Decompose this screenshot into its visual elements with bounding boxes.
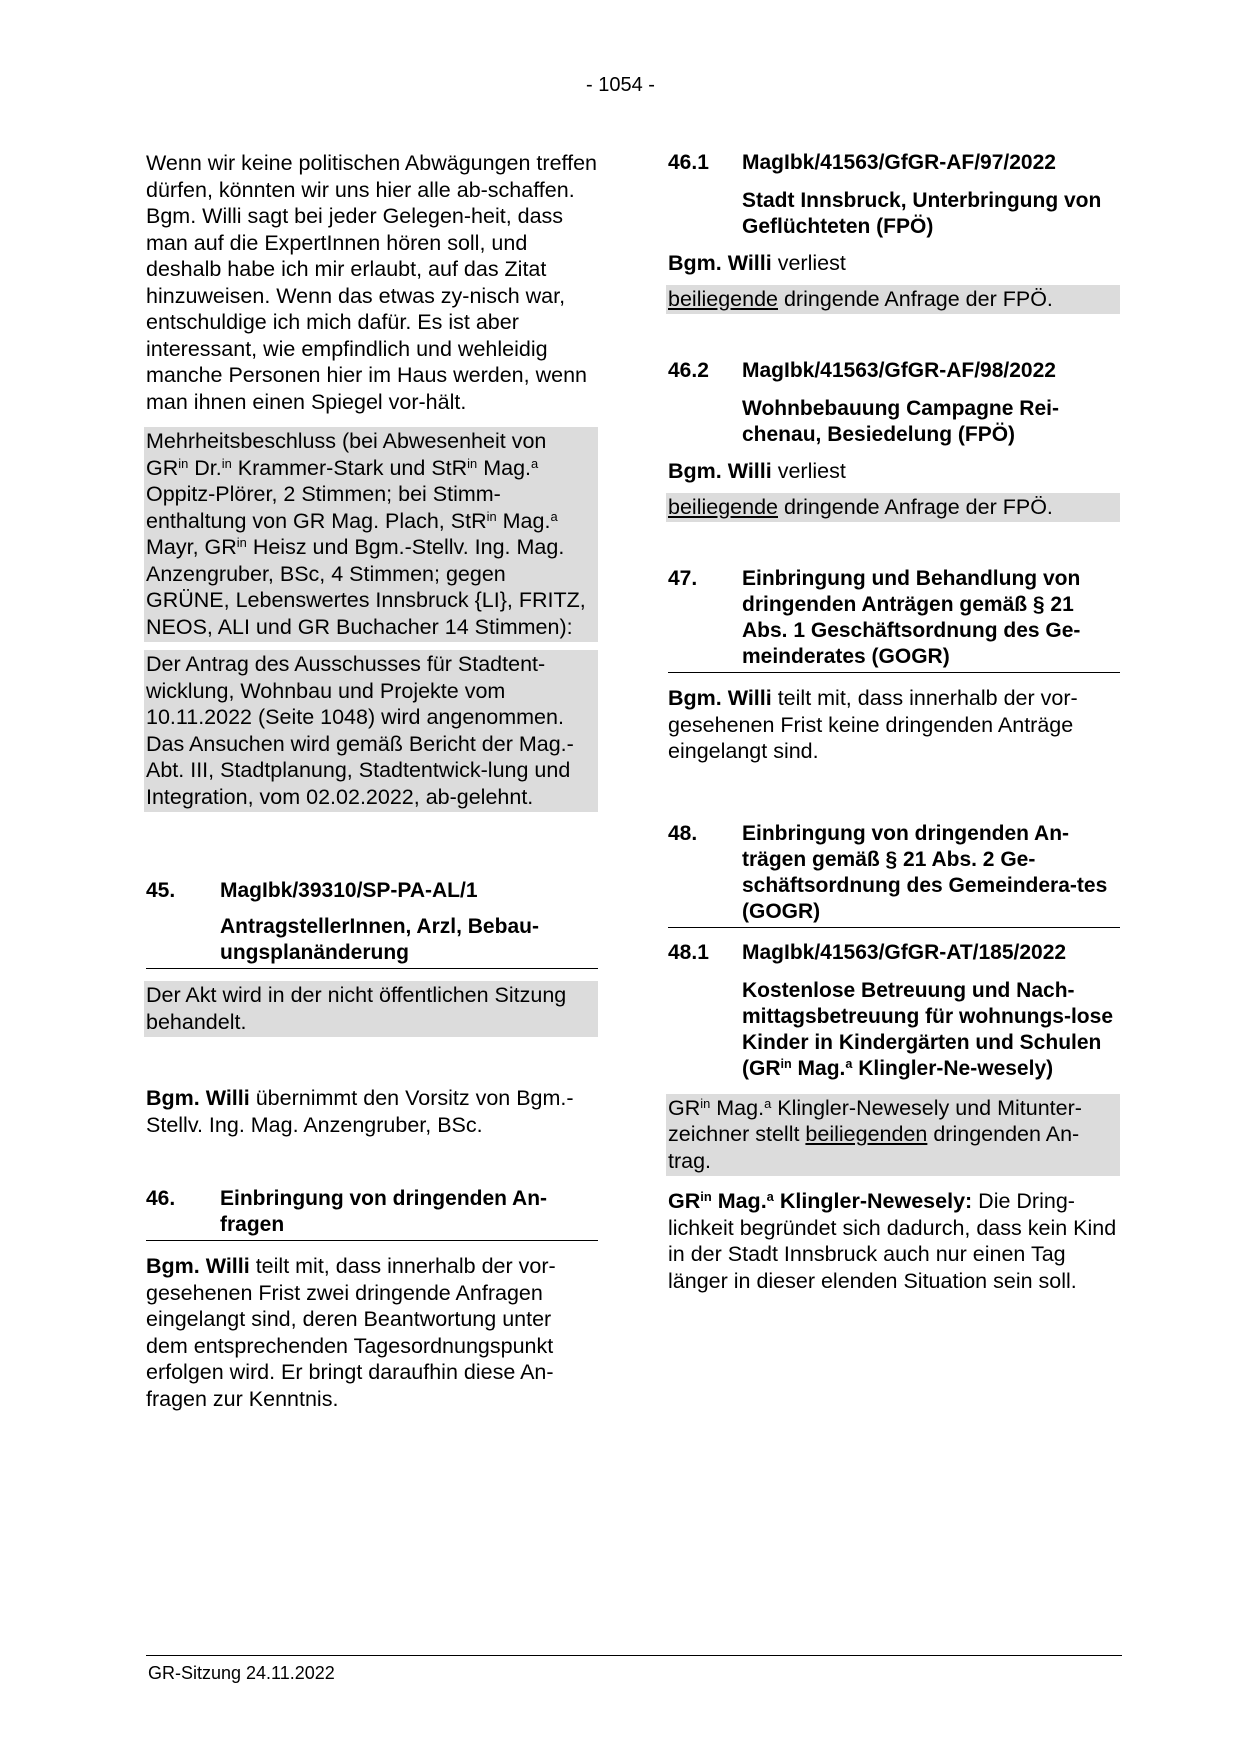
agenda-title: MagIbk/41563/GfGR-AF/97/2022 <box>742 151 1056 174</box>
agenda-subtitle: AntragstellerInnen, Arzl, Bebau-ungsplanänderung <box>146 914 598 969</box>
agenda-number: 48.1 <box>668 940 709 964</box>
agenda-item-47 <box>668 566 1120 673</box>
reading-line: Bgm. Willi verliest <box>668 251 846 275</box>
agenda-title: Einbringung von dringenden An-trägen gemäß § 21 Abs. 2 Ge-schäftsordnung des Gemeindera-tes (GOGR) <box>742 821 1108 923</box>
resolution-vote: Mehrheitsbeschluss (bei Abwesenheit von $GR^{in}$ Dr.$^{in}$ Krammer-Stark und StR$^{in}$ Mag.$^a$ Oppitz-Plörer, 2 Stimmen; bei Stimm-enthaltung von GR Mag. Plach, StR$^{in}$ Mag.$^a$ Mayr, $GR^{in}$ Heisz und Bgm.-Stellv. Ing. Mag. Anzengruber, BSc, 4 Stimmen; gegen GRÜNE, Lebenswertes Innsbruck {LI}, FRITZ, NEOS, ALI und GR Buchacher 14 Stimmen): <box>144 427 598 642</box>
footer-session-date: GR-Sitzung 24.11.2022 <box>148 1663 335 1683</box>
agenda-title: MagIbk/41563/GfGR-AT/185/2022 <box>742 940 1067 964</box>
agenda-item-48 <box>668 821 1120 928</box>
resolution-text: Der Antrag des Ausschusses für Stadtent-wicklung, Wohnbau und Projekte vom 10.11.2022 (Seite 1048) wird angenommen. Das Ansuchen wird gemäß Bericht der Mag.-Abt. III, Stadtplanung, Stadtentwick-lung und Integration, vom 02.02.2022, ab-gelehnt. <box>144 650 598 812</box>
agenda-title: Einbringung von dringenden An-fragen <box>220 1187 548 1236</box>
agenda-title: MagIbk/41563/GfGR-AF/98/2022 <box>742 359 1056 382</box>
agenda-item-46 <box>146 1186 598 1241</box>
page-number: - 1054 - <box>586 74 655 96</box>
right-column <box>668 150 1120 1294</box>
agenda-number: 46. <box>146 1187 176 1210</box>
agenda-number: 46.1 <box>668 151 709 174</box>
urgency-statement: $GR^{in}$ Mag.$^a$ Klingler-Newesely: Die Dring-lichkeit begründet sich dadurch, dass kein Kind in der Stadt Innsbruck auch nur einen Tag länger in dieser elenden Situation sein soll. <box>668 1188 1117 1293</box>
agenda-item-46-1 <box>668 150 1120 176</box>
agenda-title: MagIbk/39310/SP-PA-AL/1 <box>220 879 478 902</box>
agenda-number: 47. <box>668 567 698 590</box>
agenda-item-48-1 <box>668 940 1120 966</box>
agenda-subtitle: Kostenlose Betreuung und Nach-mittagsbetreuung für wohnungs-lose Kinder in Kindergärten und Schulen ($GR^{in}$ Mag.$^a$ Klingler-Ne-wesely) <box>742 978 1113 1080</box>
footer-divider <box>146 1655 1122 1656</box>
agenda-number: 46.2 <box>668 359 709 382</box>
attachment-note: beiliegende dringende Anfrage der FPÖ. <box>666 285 1120 315</box>
chair-change: Bgm. Willi übernimmt den Vorsitz von Bgm.-Stellv. Ing. Mag. Anzengruber, BSc. <box>146 1086 574 1137</box>
agenda-number: 45. <box>146 879 176 902</box>
speech-paragraph: Wenn wir keine politischen Abwägungen treffen dürfen, könnten wir uns hier alle ab-schaffen. Bgm. Willi sagt bei jeder Gelegen-heit, dass man auf die ExpertInnen hören soll, und deshalb habe ich mir erlaubt, auf das Zitat hinzuweisen. Wenn das etwas zy-nisch war, entschuldige ich mich dafür. Es ist aber interessant, wie empfindlich und wehleidig manche Personen hier im Haus werden, wenn man ihnen einen Spiegel vor-hält. <box>146 151 597 414</box>
agenda-title: Einbringung und Behandlung von dringenden Anträgen gemäß § 21 Abs. 1 Geschäftsordnung des Ge-meinderates (GOGR) <box>742 567 1081 668</box>
reading-line: Bgm. Willi verliest <box>668 459 846 483</box>
agenda-subtitle: Stadt Innsbruck, Unterbringung von Geflüchteten (FPÖ) <box>742 189 1102 238</box>
agenda-subtitle: Wohnbebauung Campagne Rei-chenau, Besiedelung (FPÖ) <box>742 397 1059 446</box>
motion-note: $GR^{in}$ Mag.$^a$ Klingler-Newesely und Mitunter-zeichner stellt beiliegenden dringenden An-trag. <box>666 1094 1120 1177</box>
agenda-item-46-2 <box>668 358 1120 384</box>
agenda-item-45 <box>146 878 598 904</box>
agenda-number: 48. <box>668 821 698 845</box>
attachment-note: beiliegende dringende Anfrage der FPÖ. <box>666 493 1120 523</box>
session-note: Der Akt wird in der nicht öffentlichen Sitzung behandelt. <box>144 981 598 1037</box>
announcement-paragraph: Bgm. Willi teilt mit, dass innerhalb der vor-gesehenen Frist keine dringenden Anträge eingelangt sind. <box>668 686 1078 763</box>
announcement-paragraph: Bgm. Willi teilt mit, dass innerhalb der vor-gesehenen Frist zwei dringende Anfragen eingelangt sind, deren Beantwortung unter dem entsprechenden Tagesordnungspunkt erfolgen wird. Er bringt daraufhin diese An-fragen zur Kenntnis. <box>146 1254 556 1411</box>
left-column <box>146 150 598 1412</box>
